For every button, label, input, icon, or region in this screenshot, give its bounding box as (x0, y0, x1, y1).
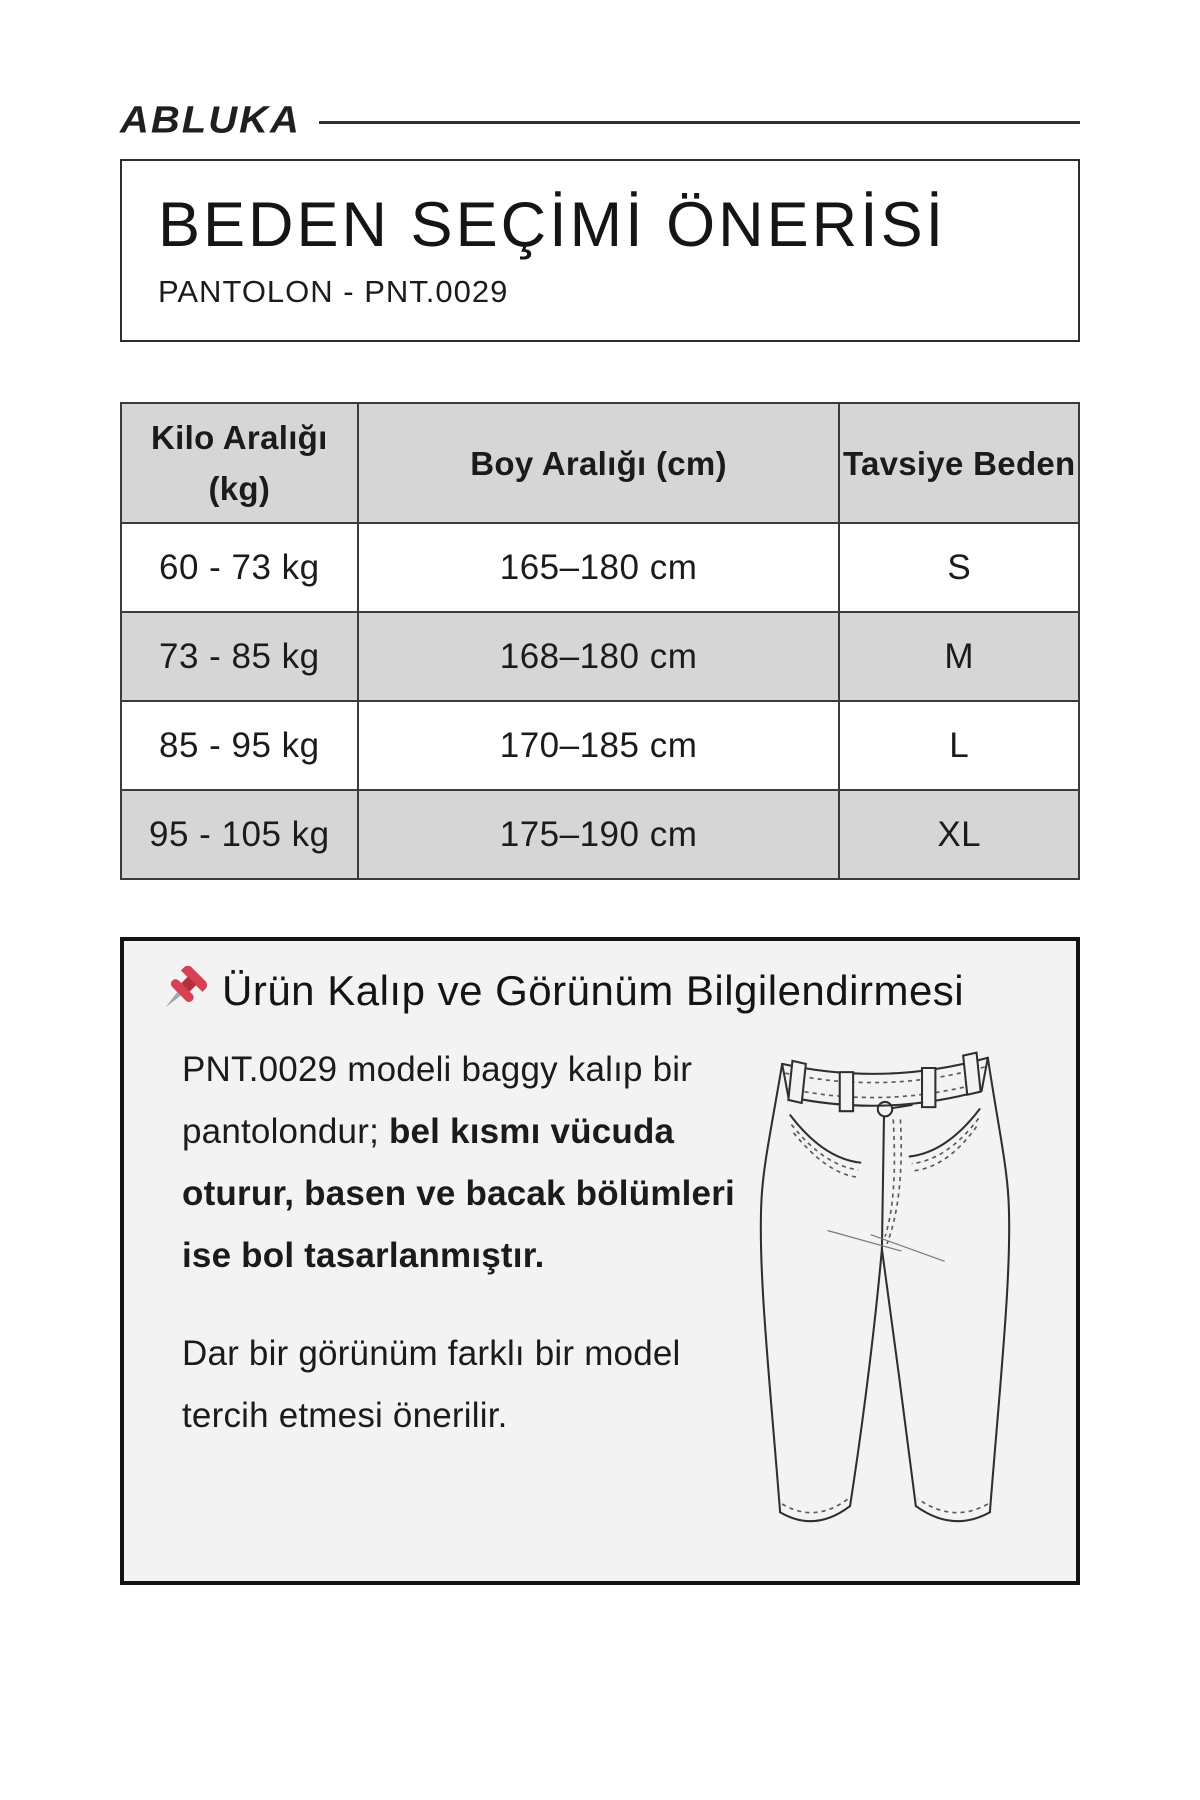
table-row (121, 523, 1079, 612)
header-box (120, 159, 1080, 342)
table-row (121, 790, 1079, 879)
page-content (120, 0, 1080, 1585)
fit-info-box (120, 937, 1080, 1585)
recommended-size-cell: M (839, 612, 1079, 701)
column-header-size: Tavsiye Beden (839, 403, 1079, 523)
weight-range-cell: 85 - 95 kg (121, 701, 358, 790)
model-description-regular: PNT.0029 modeli baggy kalıp bir pantolondur; (182, 1050, 693, 1152)
brand-divider-line (319, 121, 1080, 124)
recommended-size-cell: XL (839, 790, 1079, 879)
size-recommendation-table (120, 402, 1080, 880)
recommended-size-cell: L (839, 701, 1079, 790)
table-header-row (121, 403, 1079, 523)
red-pushpin-icon (158, 965, 210, 1017)
height-range-cell: 168–180 cm (358, 612, 840, 701)
weight-range-cell: 60 - 73 kg (121, 523, 358, 612)
model-description-bold: bel kısmı vücuda oturur, basen ve bacak bölümleri ise bol tasarlanmıştır. (182, 1112, 735, 1276)
recommended-size-cell: S (839, 523, 1079, 612)
weight-range-cell: 95 - 105 kg (121, 790, 358, 879)
column-header-weight: Kilo Aralığı (kg) (121, 403, 358, 523)
page-title: BEDEN SEÇİMİ ÖNERİSİ (158, 190, 947, 260)
table-row (121, 701, 1079, 790)
column-header-height: Boy Aralığı (cm) (358, 403, 840, 523)
brand-row (120, 98, 1080, 143)
table-row (121, 612, 1079, 701)
baggy-pants-illustration (720, 1031, 1050, 1576)
info-box-title: Ürün Kalıp ve Görünüm Bilgilendirmesi (222, 967, 965, 1015)
product-code-subtitle: PANTOLON - PNT.0029 (158, 274, 509, 310)
info-title-row (158, 965, 1046, 1017)
brand-logo: ABLUKA (120, 99, 301, 141)
height-range-cell: 170–185 cm (358, 701, 840, 790)
height-range-cell: 165–180 cm (358, 523, 840, 612)
model-description-paragraph (182, 1039, 742, 1287)
weight-range-cell: 73 - 85 kg (121, 612, 358, 701)
fit-description-text (182, 1039, 742, 1447)
height-range-cell: 175–190 cm (358, 790, 840, 879)
recommendation-paragraph: Dar bir görünüm farklı bir model tercih etmesi önerilir. (182, 1334, 681, 1436)
